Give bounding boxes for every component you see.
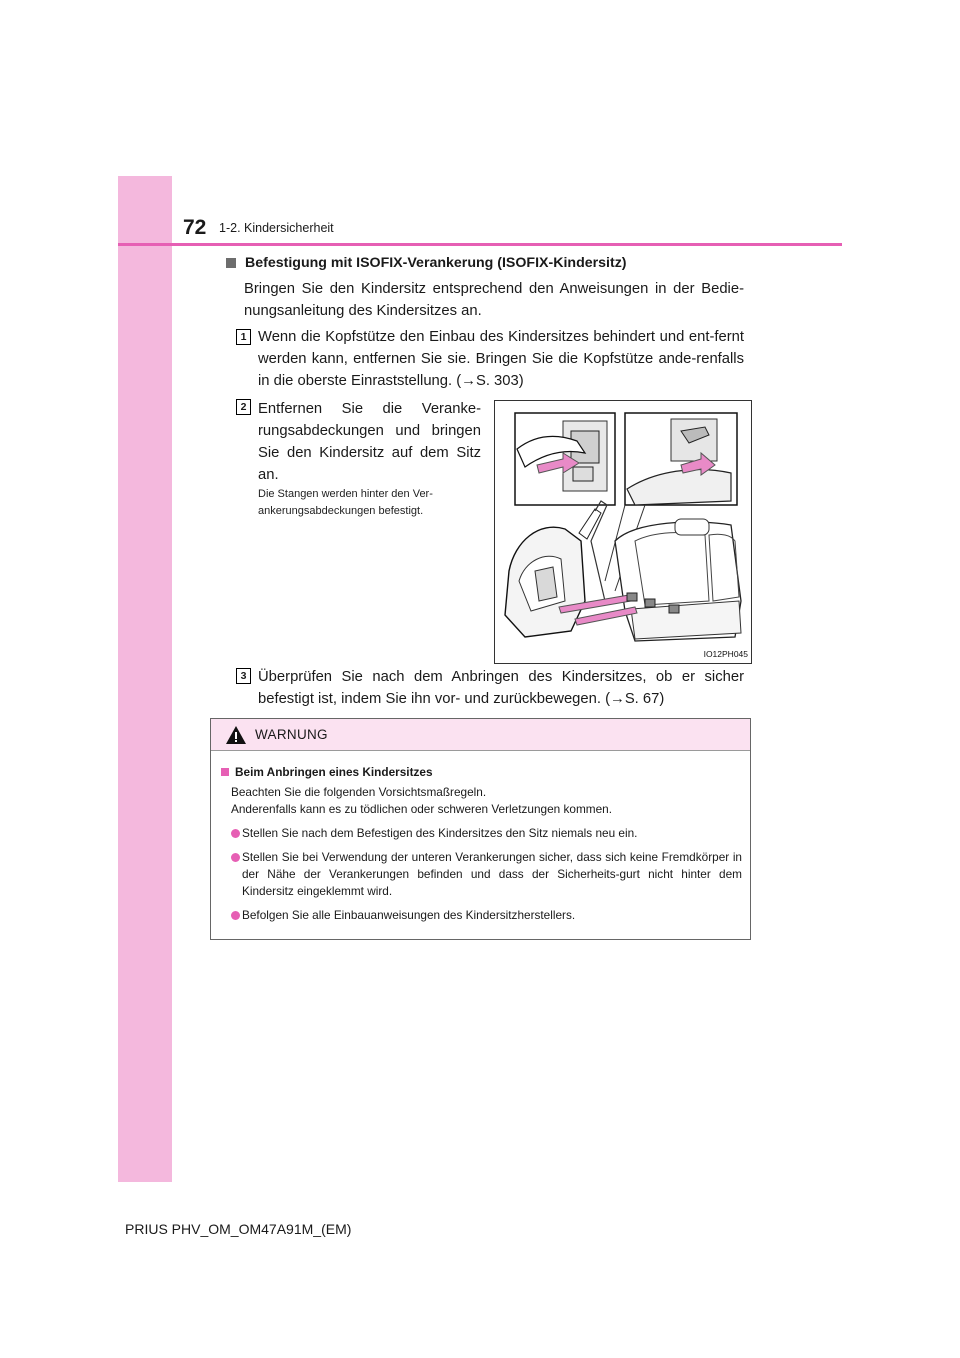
warning-item-text: Befolgen Sie alle Einbauanweisungen des Kindersitzherstellers. [242,908,576,922]
warning-triangle-icon [225,725,247,745]
warning-line-1: Beachten Sie die folgenden Vorsichtsmaßregeln. [231,785,487,799]
warning-item-text: Stellen Sie bei Verwendung der unteren Verankerungen sicher, dass sich keine Fremdkörper in der Nähe der Verankerungen befinden und dass der Sicherheits-gurt nicht hinter dem Kindersitz eingeklemmt wird. [242,850,742,898]
step-number-3: 3 [236,668,251,684]
warning-list-item [231,849,742,900]
side-color-band [118,176,172,1182]
subheading-text: Befestigung mit ISOFIX-Verankerung (ISOFIX-Kindersitz) [245,255,627,271]
warning-box [210,718,751,940]
warning-line-2: Anderenfalls kann es zu tödlichen oder schweren Verletzungen kommen. [231,802,613,816]
section-title: 1-2. Kindersicherheit [219,221,334,235]
bullet-dot-icon [231,853,240,862]
header-rule [118,243,842,246]
bullet-dot-icon [231,829,240,838]
isofix-illustration [494,400,752,664]
warning-heading [221,765,433,779]
warning-heading-text: Beim Anbringen eines Kindersitzes [235,765,433,779]
intro-paragraph: Bringen Sie den Kindersitz entsprechend den Anweisungen in der Bedie-nungsanleitung des Kindersitzes an. [244,281,744,319]
warning-list-item [231,907,742,924]
warning-title: WARNUNG [255,727,328,742]
square-bullet-icon [226,258,236,268]
isofix-drawing [495,401,751,663]
step-number-2: 2 [236,399,251,415]
pink-square-bullet-icon [221,768,229,776]
step-3-text: Überprüfen Sie nach dem Anbringen des Kindersitzes, ob er sicher befestigt ist, indem Sie ihn vor- und zurückbewegen. (→S. 67) [258,669,744,707]
figure-code: IO12PH045 [703,649,748,659]
step-2-note: Die Stangen werden hinter den Ver-ankerungsabdeckungen befestigt. [258,488,433,517]
step-2-text: Entfernen Sie die Veranke-rungsabdeckungen und bringen Sie den Kindersitz auf dem Sitz an. [258,401,481,483]
warning-item-text: Stellen Sie nach dem Befestigen des Kindersitzes den Sitz niemals neu ein. [242,826,638,840]
page-number: 72 [183,216,207,239]
warning-header [211,719,750,751]
warning-list-item [231,825,742,842]
subheading [226,255,627,271]
footer-document-code: PRIUS PHV_OM_OM47A91M_(EM) [125,1221,352,1237]
step-1-text: Wenn die Kopfstütze den Einbau des Kindersitzes behindert und ent-fernt werden kann, entfernen Sie sie. Bringen Sie die Kopfstütze ande-renfalls in die oberste Einraststellung. (→S. 303) [258,329,744,389]
bullet-dot-icon [231,911,240,920]
step-number-1: 1 [236,329,251,345]
